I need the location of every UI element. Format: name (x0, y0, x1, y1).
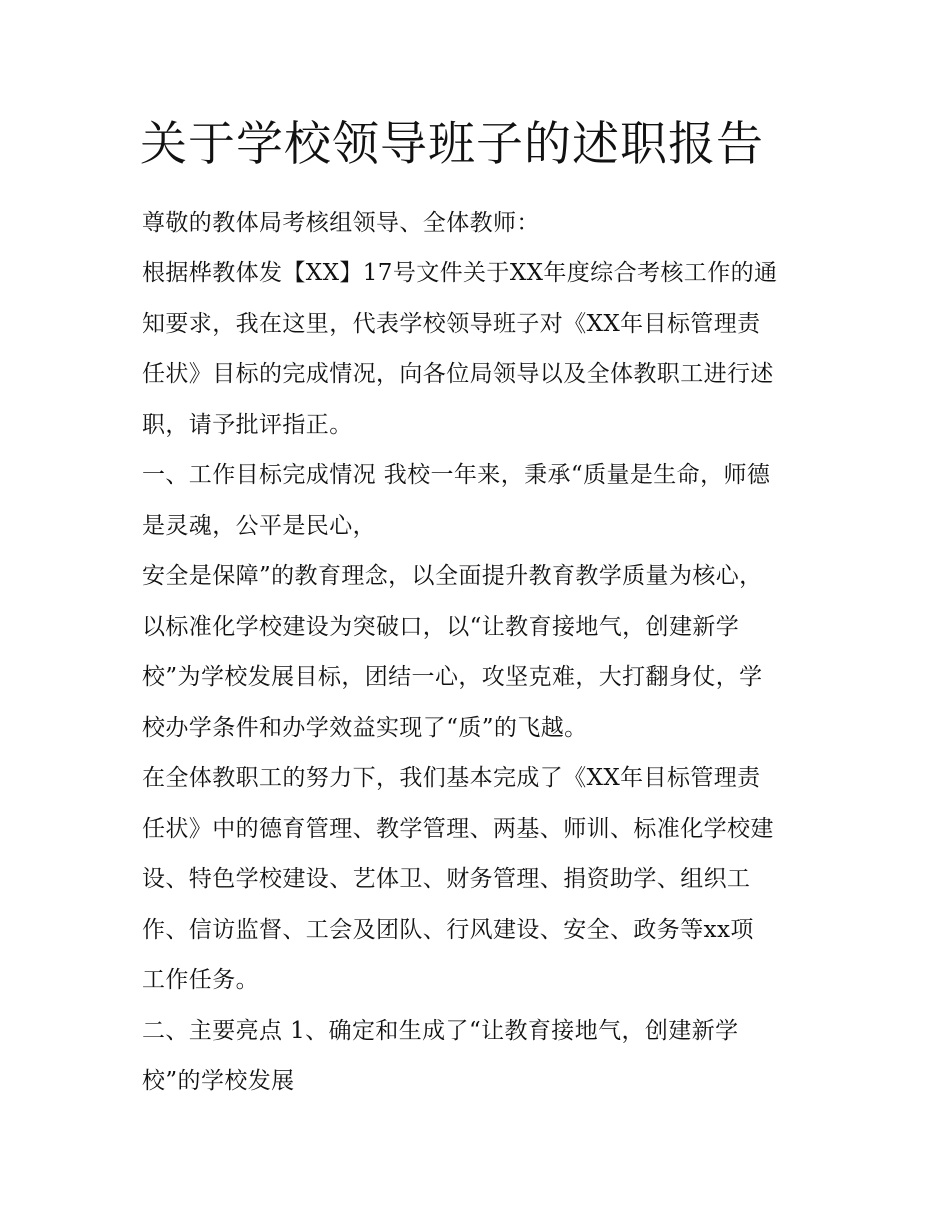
text-line: 设、特色学校建设、艺体卫、财务管理、捐资助学、组织工 (142, 866, 751, 892)
text-line: 校办学条件和办学效益实现了“质”的飞越。 (142, 715, 588, 741)
text-line: 校”的学校发展 (142, 1068, 295, 1094)
text-line-section-heading: 一、工作目标完成情况 我校一年来，秉承“质量是生命，师德 (142, 462, 771, 488)
text-line-section-heading: 二、主要亮点 1、确定和生成了“让教育接地气，创建新学 (142, 1018, 739, 1044)
text-line: 知要求，我在这里，代表学校领导班子对《XX年目标管理责 (142, 311, 761, 337)
text-line: 以标准化学校建设为突破口，以“让教育接地气，创建新学 (142, 614, 740, 640)
text-line: 作、信访监督、工会及团队、行风建设、安全、政务等xx项 (142, 917, 754, 943)
text-line: 根据桦教体发【XX】17号文件关于XX年度综合考核工作的通 (142, 260, 778, 286)
text-line: 任状》目标的完成情况，向各位局领导以及全体教职工进行述 (142, 361, 774, 387)
text-line: 职，请予批评指正。 (142, 412, 353, 438)
text-line-salutation: 尊敬的教体局考核组领导、全体教师： (142, 210, 540, 236)
text-line: 任状》中的德育管理、教学管理、两基、师训、标准化学校建 (142, 816, 774, 842)
text-line: 安全是保障”的教育理念，以全面提升教育教学质量为核心， (142, 563, 763, 589)
text-line: 校”为学校发展目标，团结一心，攻坚克难，大打翻身仗，学 (142, 664, 763, 690)
text-line: 是灵魂，公平是民心， (142, 513, 376, 539)
text-line: 工作任务。 (142, 967, 259, 993)
document-title: 关于学校领导班子的述职报告 (140, 117, 764, 172)
text-line: 在全体教职工的努力下，我们基本完成了《XX年目标管理责 (142, 765, 761, 791)
